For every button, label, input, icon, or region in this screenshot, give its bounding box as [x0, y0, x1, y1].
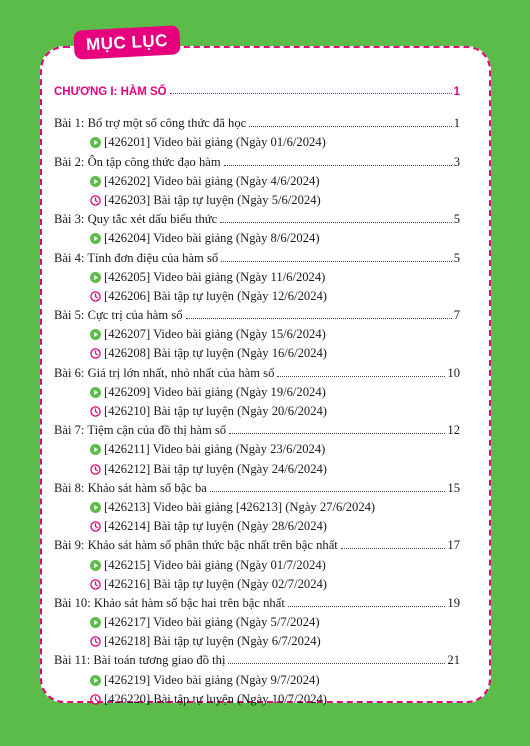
chapter-label: CHƯƠNG I: HÀM SỐ	[54, 86, 167, 98]
lesson-entry[interactable]	[54, 649, 460, 668]
exercise-item[interactable]	[54, 515, 460, 534]
toc-title: MỤC LỤC	[73, 25, 180, 60]
leader-dots	[341, 547, 446, 549]
item-label: [426215] Video bài giảng (Ngày 01/7/2024)	[104, 557, 326, 572]
item-label: [426217] Video bài giảng (Ngày 5/7/2024)	[104, 615, 320, 630]
clock-icon	[90, 521, 101, 532]
video-lesson-item[interactable]	[54, 668, 460, 687]
exercise-item[interactable]	[54, 630, 460, 649]
lesson-entry[interactable]	[54, 246, 460, 265]
leader-dots	[229, 432, 445, 434]
lesson-entry[interactable]	[54, 477, 460, 496]
leader-dots	[220, 221, 452, 223]
exercise-item[interactable]	[54, 688, 460, 707]
leader-dots	[186, 317, 452, 319]
lesson-label: Bài 7: Tiệm cận của đồ thị hàm số	[54, 423, 227, 438]
lesson-label: Bài 3: Quy tắc xét dấu biểu thức	[54, 212, 218, 227]
leader-dots	[210, 490, 446, 492]
item-label: [426218] Bài tập tự luyện (Ngày 6/7/2024)	[104, 634, 321, 649]
chapter-page: 1	[453, 86, 460, 98]
lesson-page: 1	[453, 116, 460, 131]
table-of-contents	[54, 80, 460, 707]
clock-icon	[90, 694, 101, 705]
exercise-item[interactable]	[54, 342, 460, 361]
lesson-entry[interactable]	[54, 534, 460, 553]
video-lesson-item[interactable]	[54, 266, 460, 285]
chapter-entry[interactable]	[54, 80, 460, 98]
item-label: [426213] Video bài giảng [426213] (Ngày 27/6/2024)	[104, 499, 376, 514]
item-label: [426211] Video bài giảng (Ngày 23/6/2024)	[104, 442, 326, 457]
play-icon	[90, 176, 101, 187]
item-label: [426219] Video bài giảng (Ngày 9/7/2024)	[104, 672, 320, 687]
lesson-entry[interactable]	[54, 592, 460, 611]
lesson-entry[interactable]	[54, 112, 460, 131]
exercise-item[interactable]	[54, 285, 460, 304]
clock-icon	[90, 195, 101, 206]
lesson-page: 7	[453, 308, 460, 323]
lesson-page: 3	[453, 154, 460, 169]
item-label: [426203] Bài tập tự luyện (Ngày 5/6/2024)	[104, 192, 321, 207]
lesson-page: 21	[447, 653, 460, 668]
exercise-item[interactable]	[54, 573, 460, 592]
play-icon	[90, 137, 101, 148]
leader-dots	[170, 92, 452, 94]
video-lesson-item[interactable]	[54, 323, 460, 342]
item-label: [426202] Video bài giảng (Ngày 4/6/2024)	[104, 173, 320, 188]
lesson-entry[interactable]	[54, 419, 460, 438]
lesson-page: 17	[447, 538, 460, 553]
lesson-label: Bài 2: Ôn tập công thức đạo hàm	[54, 154, 221, 169]
lesson-label: Bài 11: Bài toán tương giao đồ thị	[54, 653, 226, 668]
clock-icon	[90, 579, 101, 590]
leader-dots	[249, 125, 451, 127]
video-lesson-item[interactable]	[54, 131, 460, 150]
clock-icon	[90, 291, 101, 302]
lesson-page: 12	[447, 423, 460, 438]
exercise-item[interactable]	[54, 189, 460, 208]
lesson-page: 5	[453, 212, 460, 227]
play-icon	[90, 444, 101, 455]
lesson-page: 19	[447, 595, 460, 610]
item-label: [426216] Bài tập tự luyện (Ngày 02/7/2024)	[104, 576, 327, 591]
clock-icon	[90, 636, 101, 647]
item-label: [426204] Video bài giảng (Ngày 8/6/2024)	[104, 231, 320, 246]
play-icon	[90, 617, 101, 628]
lesson-list	[54, 112, 460, 707]
leader-dots	[224, 164, 452, 166]
video-lesson-item[interactable]	[54, 381, 460, 400]
lesson-label: Bài 1: Bổ trợ một số công thức đã học	[54, 116, 247, 131]
lesson-label: Bài 6: Giá trị lớn nhất, nhỏ nhất của hàm số	[54, 365, 275, 380]
item-label: [426206] Bài tập tự luyện (Ngày 12/6/2024)	[104, 288, 327, 303]
clock-icon	[90, 406, 101, 417]
video-lesson-item[interactable]	[54, 553, 460, 572]
clock-icon	[90, 348, 101, 359]
leader-dots	[288, 605, 446, 607]
video-lesson-item[interactable]	[54, 611, 460, 630]
lesson-entry[interactable]	[54, 208, 460, 227]
lesson-label: Bài 8: Khảo sát hàm số bậc ba	[54, 480, 207, 495]
play-icon	[90, 502, 101, 513]
item-label: [426209] Video bài giảng (Ngày 19/6/2024)	[104, 384, 326, 399]
play-icon	[90, 272, 101, 283]
item-label: [426214] Bài tập tự luyện (Ngày 28/6/2024)	[104, 519, 327, 534]
play-icon	[90, 387, 101, 398]
lesson-page: 10	[447, 365, 460, 380]
lesson-page: 15	[447, 480, 460, 495]
play-icon	[90, 675, 101, 686]
item-label: [426212] Bài tập tự luyện (Ngày 24/6/2024)	[104, 461, 327, 476]
video-lesson-item[interactable]	[54, 496, 460, 515]
video-lesson-item[interactable]	[54, 438, 460, 457]
play-icon	[90, 560, 101, 571]
item-label: [426205] Video bài giảng (Ngày 11/6/2024)	[104, 269, 326, 284]
video-lesson-item[interactable]	[54, 170, 460, 189]
leader-dots	[221, 260, 452, 262]
item-label: [426210] Bài tập tự luyện (Ngày 20/6/2024)	[104, 404, 327, 418]
video-lesson-item[interactable]	[54, 227, 460, 246]
lesson-label: Bài 10: Khảo sát hàm số bậc hai trên bậc nhất	[54, 595, 285, 610]
item-label: [426208] Bài tập tự luyện (Ngày 16/6/2024)	[104, 346, 327, 361]
lesson-entry[interactable]	[54, 361, 460, 380]
exercise-item[interactable]	[54, 400, 460, 419]
item-label: [426201] Video bài giảng (Ngày 01/6/2024)	[104, 135, 326, 150]
lesson-entry[interactable]	[54, 150, 460, 169]
play-icon	[90, 233, 101, 244]
clock-icon	[90, 464, 101, 475]
leader-dots	[228, 662, 445, 664]
play-icon	[90, 329, 101, 340]
item-label: [426207] Video bài giảng (Ngày 15/6/2024)	[104, 327, 326, 342]
lesson-label: Bài 4: Tính đơn điệu của hàm số	[54, 250, 219, 265]
lesson-label: Bài 9: Khảo sát hàm số phân thức bậc nhất trên bậc nhất	[54, 538, 338, 553]
item-label: [426220] Bài tập tự luyện (Ngày 10/7/2024)	[104, 691, 327, 706]
lesson-label: Bài 5: Cực trị của hàm số	[54, 308, 183, 323]
lesson-entry[interactable]	[54, 304, 460, 323]
exercise-item[interactable]	[54, 457, 460, 476]
leader-dots	[277, 375, 445, 377]
lesson-page: 5	[453, 250, 460, 265]
